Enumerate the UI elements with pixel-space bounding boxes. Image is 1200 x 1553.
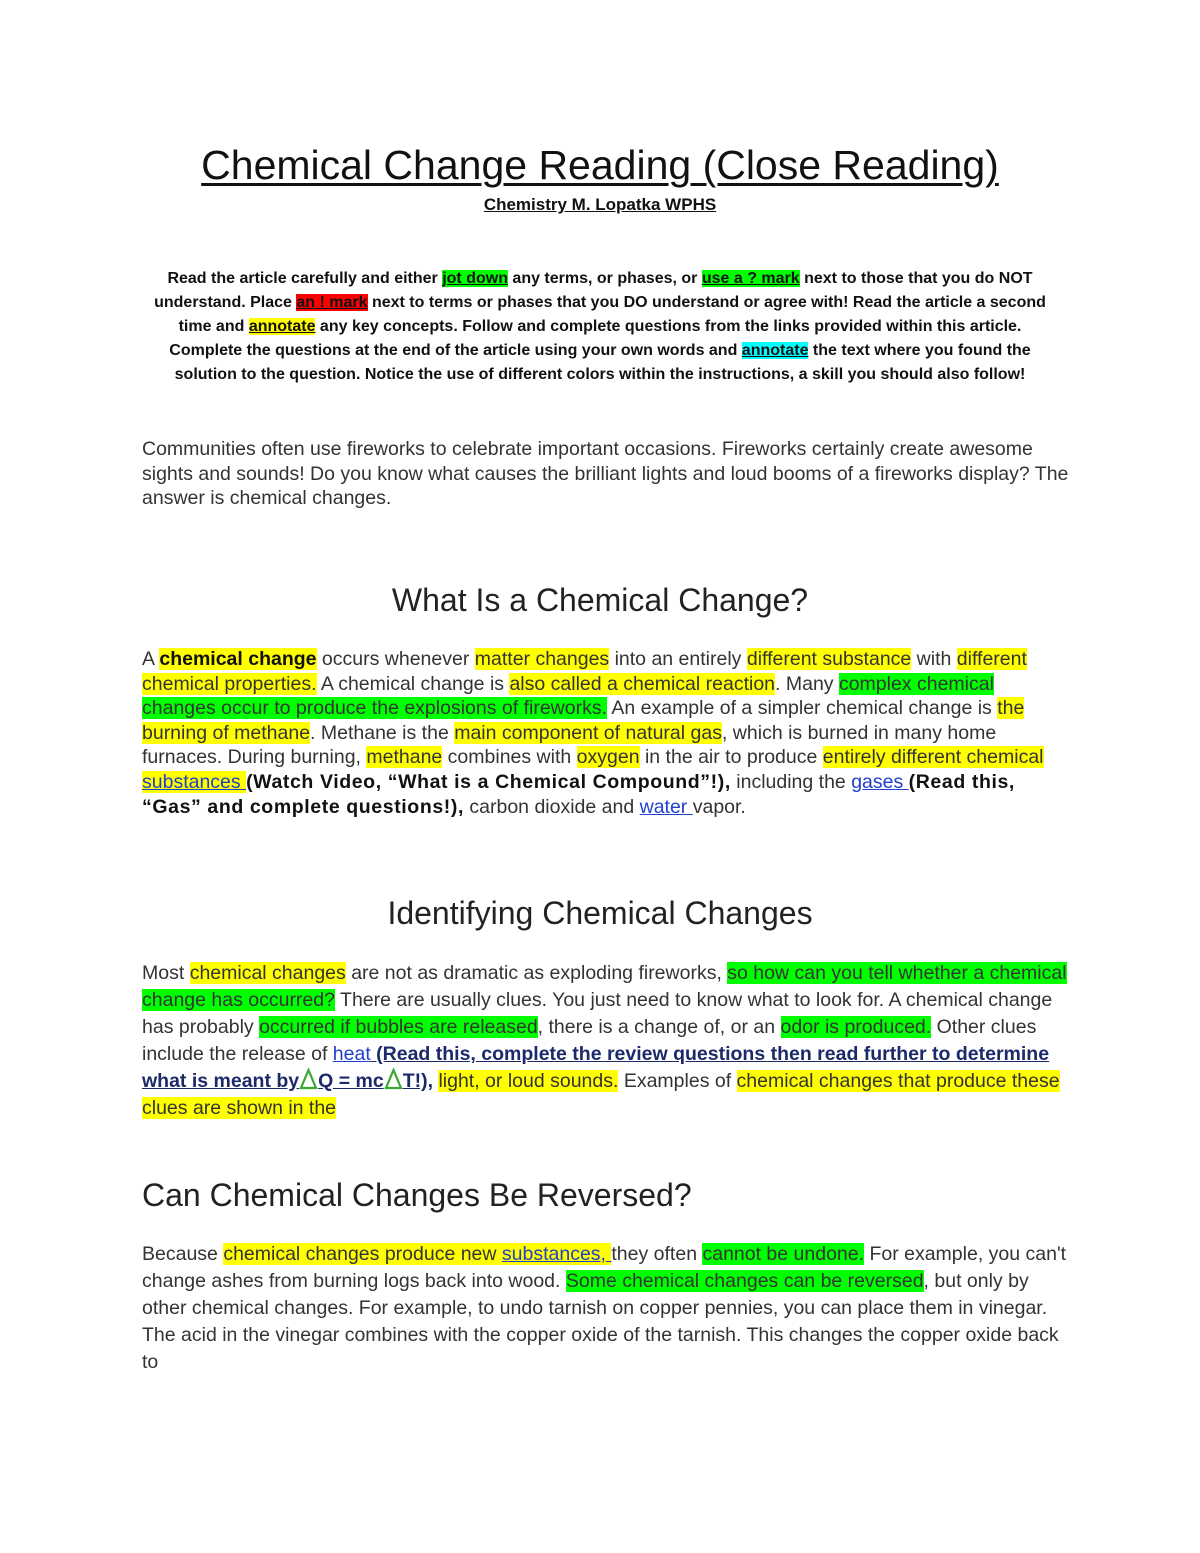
text: A chemical change is	[316, 672, 510, 695]
highlight: methane	[366, 746, 443, 769]
instructions-text: Read the article carefully and either	[167, 270, 443, 287]
text: , there is a change of, or an	[537, 1016, 781, 1038]
instructions-text: the text where you found the solution to the question. Notice the use of different colors within the instructions, a skill you should also follow!	[174, 342, 1031, 383]
term-chemical-change: chemical change	[159, 648, 317, 670]
text: Examples of	[618, 1070, 737, 1092]
heat-equation-end: T!),	[402, 1070, 434, 1092]
substances-link-2[interactable]: substances,	[501, 1243, 612, 1265]
instructions-text: any terms, or phases, or	[507, 270, 702, 287]
instructions-text: next to those that you do NOT understand. Place	[154, 270, 1033, 311]
highlight: chemical changes produce new	[223, 1243, 502, 1265]
page-subtitle: Chemistry M. Lopatka WPHS	[483, 195, 717, 214]
text: An example of a simpler chemical change is	[607, 697, 998, 720]
highlight-green: so how can you tell whether a chemical change has occurred?	[142, 962, 1067, 1011]
section1-paragraph	[142, 647, 1072, 819]
intro-paragraph: Communities often use fireworks to celebrate important occasions. Fireworks certainly create awesome sights and sounds! Do you know what causes the brilliant lights and loud booms of a fireworks display? The answer is chemical changes.	[142, 438, 1069, 510]
highlight: oxygen	[576, 746, 640, 769]
text: There are usually clues. You just need to know what to look for. A chemical change has probably	[142, 989, 1053, 1038]
highlight-green: cannot be undone.	[702, 1243, 865, 1265]
highlight: different substance	[746, 648, 912, 670]
exclamation-mark-highlight: an ! mark	[296, 294, 368, 311]
text: into an entirely	[609, 648, 747, 670]
heat-link[interactable]: heat	[332, 1043, 371, 1065]
section-heading-identifying: Identifying Chemical Changes	[387, 895, 813, 931]
highlight: main component of natural gas	[454, 721, 722, 744]
delta-icon	[384, 1068, 403, 1090]
text: are not as dramatic as exploding fireworks,	[345, 962, 728, 984]
section2-paragraph	[142, 960, 1072, 1122]
highlight-green: complex chemical changes occur to produce the explosions of fireworks.	[142, 672, 994, 720]
substances-link[interactable]: substances	[142, 770, 247, 793]
text: A	[142, 648, 160, 670]
video-note: (Watch Video, “What is a Chemical Compound”!),	[246, 770, 731, 793]
highlight: light, or loud sounds.	[438, 1070, 619, 1092]
instructions-text: any key concepts. Follow and complete questions from the links provided within this article. Complete the questions at the end of the article using your own words and	[169, 318, 1022, 359]
gases-link[interactable]: gases	[851, 770, 909, 793]
section-heading-what-is: What Is a Chemical Change?	[391, 582, 809, 618]
text: For example, you can't change ashes from burning logs back into wood.	[142, 1243, 1067, 1292]
text: they often	[611, 1243, 703, 1265]
delta-icon	[299, 1068, 318, 1090]
section-heading-reversed: Can Chemical Changes Be Reversed?	[142, 1177, 692, 1213]
water-link[interactable]: water	[639, 795, 693, 818]
section3-paragraph	[142, 1241, 1072, 1376]
highlight-green: occurred if bubbles are released	[259, 1016, 538, 1038]
annotate-highlight-cyan: annotate	[741, 342, 809, 359]
text: Most	[142, 962, 190, 984]
instructions-text: next to terms or phases that you DO understand or agree with! Read the article a second time and	[178, 294, 1046, 335]
annotate-highlight-yellow: annotate	[248, 318, 316, 335]
highlight: also called a chemical reaction	[509, 672, 776, 695]
highlight-green: Some chemical changes can be reversed	[565, 1270, 924, 1292]
highlight: chemical changes that produce these clues are shown in the	[142, 1070, 1060, 1119]
text: , but only by other chemical changes. For example, to undo tarnish on copper pennies, you can place them in vinegar. The acid in the vinegar combines with the copper oxide of the tarnish. This changes the copper oxide back to	[142, 1270, 1059, 1373]
instructions-paragraph	[140, 267, 1060, 387]
jot-down-highlight: jot down	[442, 270, 508, 287]
text: vapor.	[692, 795, 746, 818]
highlight: entirely different chemical	[822, 746, 1044, 769]
page-title: Chemical Change Reading (Close Reading)	[201, 142, 999, 188]
highlight: chemical changes	[189, 962, 346, 984]
text: . Methane is the	[310, 721, 455, 744]
text: including the	[730, 770, 852, 793]
heat-note: (Read this, complete the review questions then read further to determine what is meant by	[142, 1043, 1050, 1092]
highlight-green: odor is produced.	[780, 1016, 932, 1038]
highlight: different chemical properties.	[142, 648, 1027, 695]
text: , which is burned in many home furnaces. During burning,	[142, 721, 997, 769]
highlight: the burning of methane	[142, 697, 1025, 744]
text: . Many	[775, 672, 839, 695]
text: Because	[142, 1243, 224, 1265]
gas-note: (Read this, “Gas” and complete questions!),	[142, 770, 1015, 818]
heat-equation: Q = mc	[318, 1070, 384, 1092]
text: carbon dioxide and	[463, 795, 640, 818]
text: combines with	[442, 746, 577, 769]
highlight: matter changes	[474, 648, 610, 670]
text: occurs whenever	[316, 648, 475, 670]
text: Other clues include the release of	[142, 1016, 1037, 1065]
text: in the air to produce	[639, 746, 823, 769]
text: with	[911, 648, 957, 670]
question-mark-highlight: use a ? mark	[701, 270, 800, 287]
